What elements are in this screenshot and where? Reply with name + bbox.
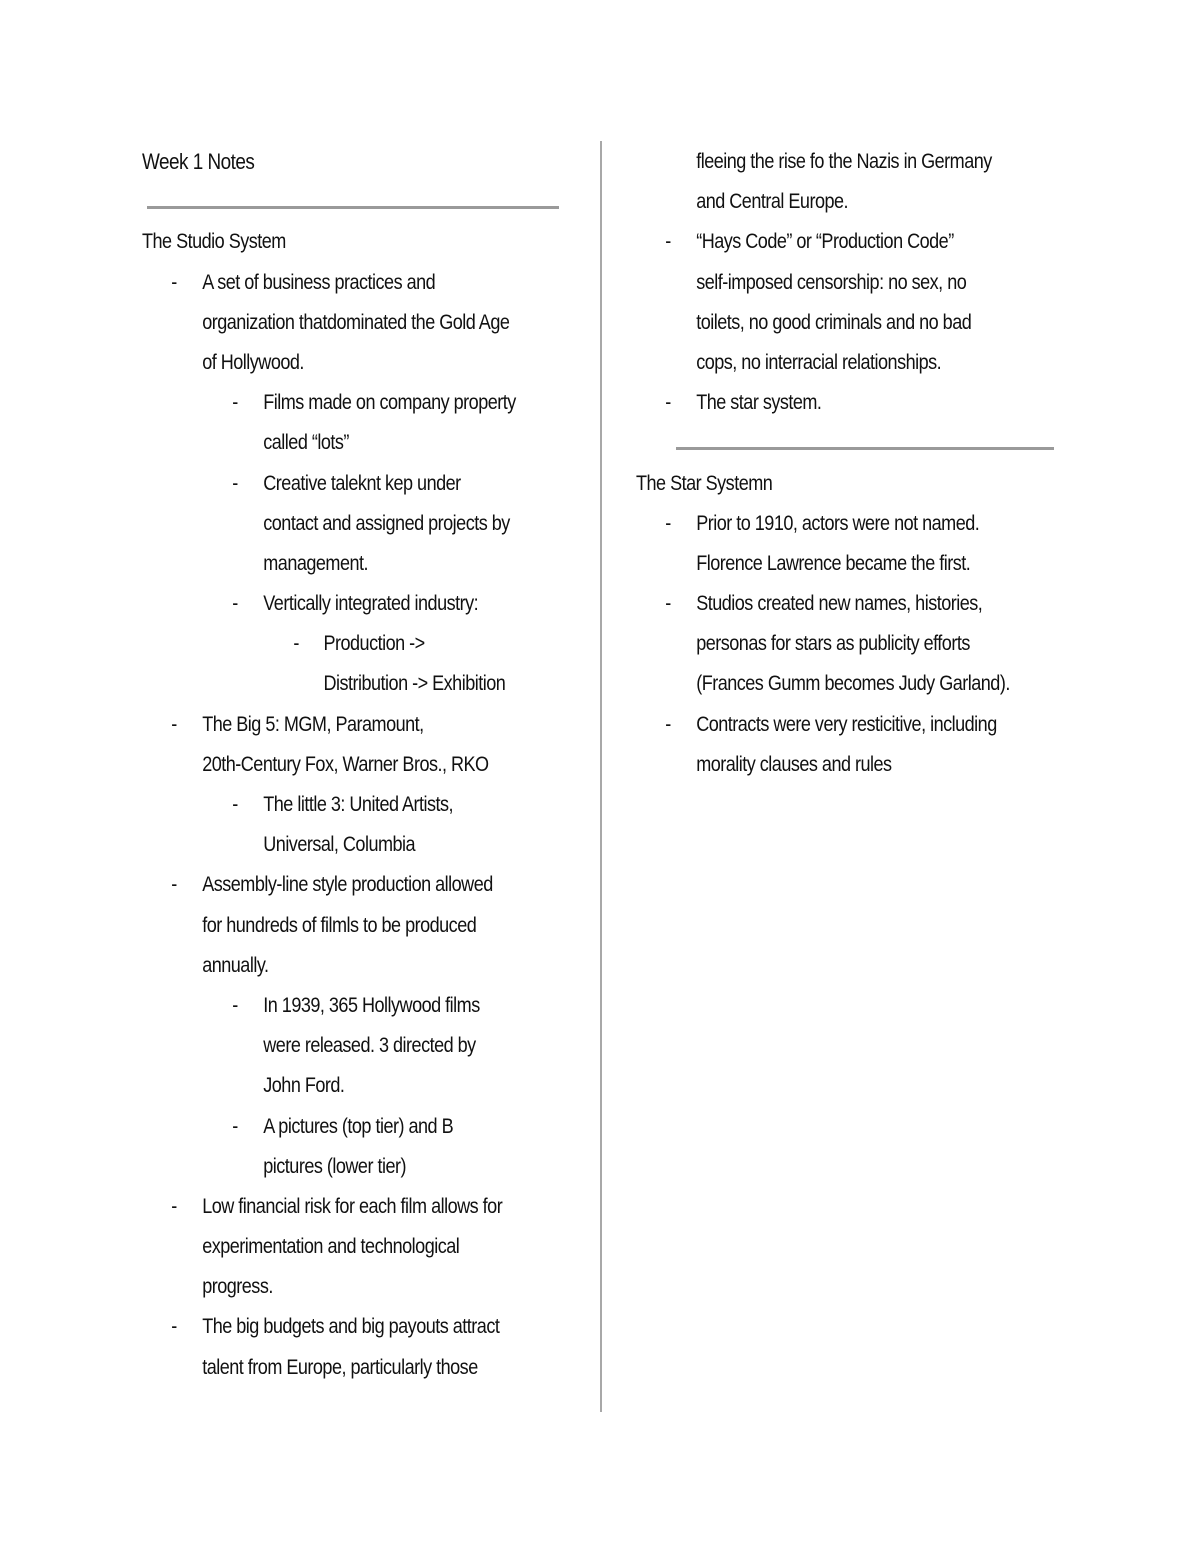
bullet-item: - Assembly-line style production allowed [142, 865, 520, 905]
bullet-continuation: morality clauses and rules [696, 752, 892, 776]
bullet-dash: - [171, 712, 177, 736]
bullet-continuation: cops, no interracial relationships. [696, 350, 942, 374]
bullet-item: - Studios created new names, histories, [636, 584, 1014, 624]
bullet-continuation: experimentation and technological [202, 1235, 460, 1259]
bullet-item: - Prior to 1910, actors were not named. [636, 504, 1014, 544]
sub-bullet-item: - The little 3: United Artists, [142, 785, 520, 825]
bullet-item: - “Hays Code” or “Production Code” [636, 222, 1014, 262]
bullet-continuation: of Hollywood. [202, 350, 304, 374]
bullet-dash: - [665, 511, 671, 535]
sub-bullet-item: - Vertically integrated industry: [142, 584, 520, 624]
left-column [142, 142, 582, 1388]
bullet-item: - Contracts were very resticitive, including [636, 705, 1014, 745]
bullet-dash: - [232, 993, 238, 1017]
section-rule [636, 423, 1076, 463]
bullet-continuation: progress. [202, 1275, 273, 1299]
bullet-dash: - [232, 391, 238, 415]
bullet-dash: - [232, 1114, 238, 1138]
sub-bullet-item: - Creative taleknt kep under [142, 464, 520, 504]
section-title-studio-system: The Studio System [142, 230, 286, 254]
bullet-continuation: for hundreds of filmls to be produced [202, 913, 477, 937]
bullet-continuation: (Frances Gumm becomes Judy Garland). [696, 672, 1010, 696]
bullet-dash: - [665, 712, 671, 736]
bullet-dash: - [232, 592, 238, 616]
bullet-continuation: called “lots” [263, 431, 349, 455]
bullet-continuation: annually. [202, 953, 269, 977]
bullet-continuation: Universal, Columbia [263, 833, 416, 857]
bullet-continuation: contact and assigned projects by [263, 511, 510, 535]
bullet-dash: - [665, 391, 671, 415]
bullet-item: - A set of business practices and [142, 263, 520, 303]
bullet-item: - The star system. [636, 383, 1014, 423]
bullet-continuation: personas for stars as publicity efforts [696, 632, 970, 656]
bullet-dash: - [171, 1194, 177, 1218]
horizontal-rule [676, 447, 1054, 450]
bullet-continuation: and Central Europe. [696, 190, 849, 214]
bullet-continuation: 20th-Century Fox, Warner Bros., RKO [202, 752, 489, 776]
bullet-dash: - [293, 632, 299, 656]
bullet-dash: - [665, 230, 671, 254]
column-divider [600, 141, 602, 1412]
right-column [636, 142, 1076, 785]
title-rule [142, 182, 582, 222]
bullet-continuation: John Ford. [263, 1074, 345, 1098]
bullet-item: - Low financial risk for each film allows for [142, 1187, 520, 1227]
bullet-dash: - [171, 270, 177, 294]
bullet-item: - The big budgets and big payouts attract [142, 1307, 520, 1347]
section-title-star-system: The Star Systemn [636, 471, 773, 495]
sub-sub-bullet-item: - Production -> [142, 624, 520, 664]
bullet-continuation: talent from Europe, particularly those [202, 1355, 478, 1379]
bullet-dash: - [171, 873, 177, 897]
sub-bullet-item: - In 1939, 365 Hollywood films [142, 986, 520, 1026]
sub-bullet-item: - Films made on company property [142, 383, 520, 423]
bullet-continuation: toilets, no good criminals and no bad [696, 310, 972, 334]
sub-bullet-item: - A pictures (top tier) and B [142, 1107, 520, 1147]
bullet-continuation: organization thatdominated the Gold Age [202, 310, 510, 334]
bullet-dash: - [232, 471, 238, 495]
bullet-dash: - [232, 793, 238, 816]
bullet-dash: - [171, 1315, 177, 1339]
bullet-continuation: fleeing the rise fo the Nazis in Germany [696, 150, 992, 173]
bullet-continuation: management. [263, 551, 369, 575]
notes-title: Week 1 Notes [142, 149, 255, 174]
bullet-continuation: self-imposed censorship: no sex, no [696, 270, 967, 294]
bullet-continuation: Florence Lawrence became the first. [696, 551, 971, 575]
bullet-item: - The Big 5: MGM, Paramount, [142, 705, 520, 745]
bullet-continuation: Distribution -> Exhibition [323, 672, 506, 696]
bullet-continuation: pictures (lower tier) [263, 1154, 406, 1178]
bullet-continuation: were released. 3 directed by [263, 1034, 476, 1058]
horizontal-rule [147, 206, 559, 209]
bullet-dash: - [665, 592, 671, 616]
